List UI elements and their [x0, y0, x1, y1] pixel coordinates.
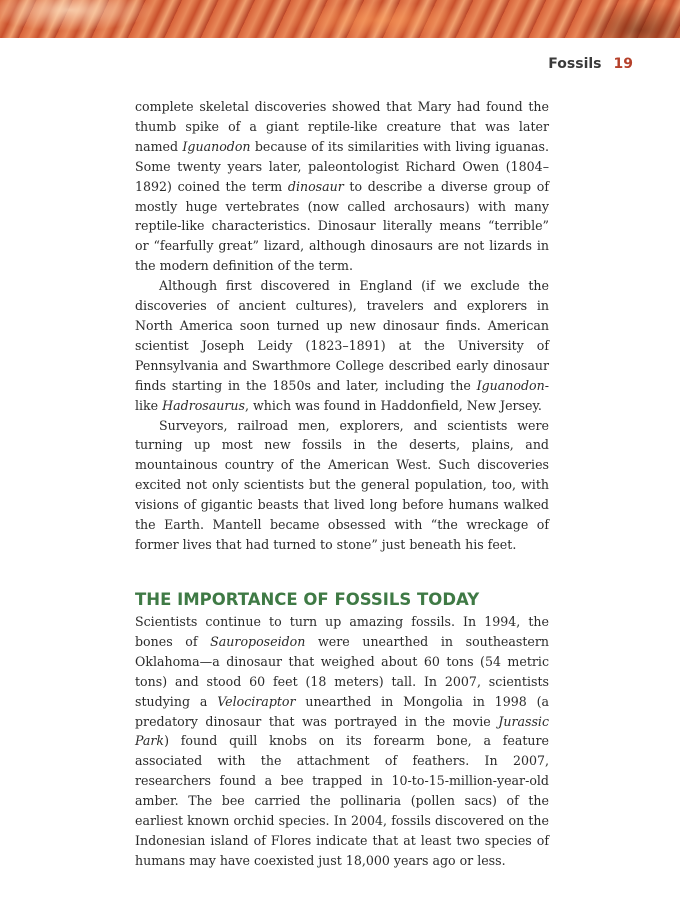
page-number: 19 — [613, 56, 633, 72]
section-heading: THE IMPORTANCE OF FOSSILS TODAY — [135, 590, 480, 609]
paragraph: Surveyors, railroad men, explorers, and scientists were turning up most new fossils in the deserts, plains, and mountainous country of the American West. Such discoveries excited not only scientists but the general population, too, with visions of gigantic beasts that lived long before humans walked the Earth. Mantell became obsessed with “the wreckage of former lives that had turned to stone” just beneath his feet. — [135, 417, 549, 552]
decorative-header-banner — [0, 0, 680, 38]
body-text — [135, 97, 549, 555]
italic-term: Iguanodon — [182, 138, 251, 154]
italic-term: dinosaur — [287, 178, 344, 194]
running-head-title: Fossils — [548, 56, 602, 72]
italic-term: Velociraptor — [217, 693, 296, 709]
paragraph: complete skeletal discoveries showed that Mary had found the thumb spike of a giant reptile-like creature that was later named Iguanodon because of its similarities with living iguanas. Some twenty years later, paleontologist Richard Owen (1804–1892) coined the term dinosaur to describe a diverse group of mostly huge vertebrates (now called archosaurs) with many reptile-like characteristics. Dinosaur literally means “terrible” or “fearfully great” lizard, although dinosaurs are not lizards in the modern definition of the term. — [135, 99, 549, 274]
italic-term: Hadrosaurus — [162, 397, 245, 413]
running-head — [548, 56, 633, 72]
italic-term: Sauroposeidon — [210, 633, 306, 649]
section-body-text — [135, 612, 549, 871]
paragraph: Although first discovered in England (if we exclude the discoveries of ancient cultures), travelers and explorers in North America soon turned up new dinosaur finds. American scientist Joseph Leidy (1823–1891) at the University of Pennsylvania and Swarthmore College described early dinosaur finds starting in the 1850s and later, including the Iguanodon-like Hadrosaurus, which was found in Haddonfield, New Jersey. — [135, 278, 549, 413]
paragraph: Scientists continue to turn up amazing fossils. In 1994, the bones of Sauroposeidon were unearthed in southeastern Oklahoma—a dinosaur that weighed about 60 tons (54 metric tons) and stood 60 feet (18 meters) tall. In 2007, scientists studying a Velociraptor unearthed in Mongolia in 1998 (a predatory dinosaur that was portrayed in the movie Jurassic Park) found quill knobs on its forearm bone, a feature associated with the attachment of feathers. In 2007, researchers found a bee trapped in 10-to-15-million-year-old amber. The bee carried the pollinaria (pollen sacs) of the earliest known orchid species. In 2004, fossils discovered on the Indonesian island of Flores indicate that at least two species of humans may have coexisted just 18,000 years ago or less. — [135, 614, 549, 868]
italic-term: Jurassic Park — [135, 713, 549, 749]
italic-term: Iguanodon — [476, 377, 545, 393]
